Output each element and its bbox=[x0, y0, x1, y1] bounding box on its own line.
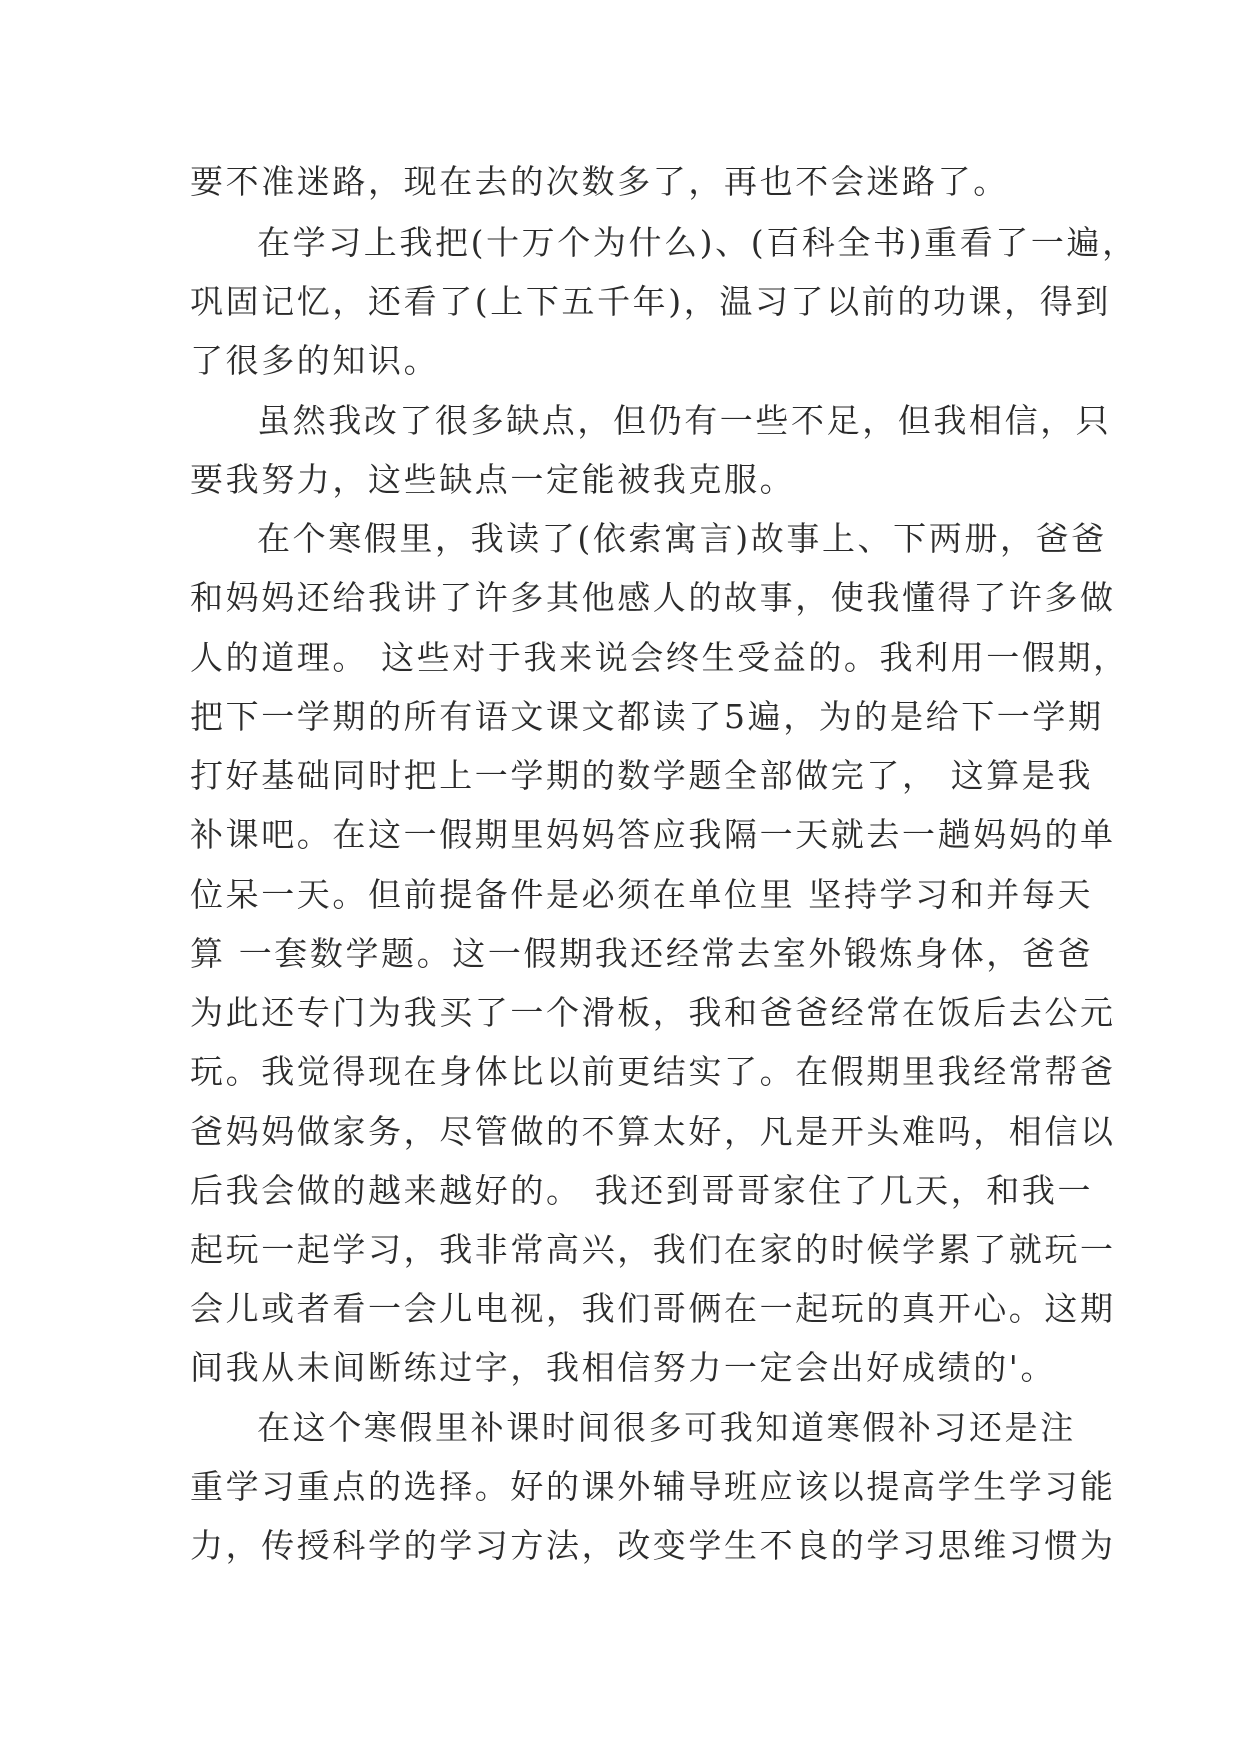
text-line: 巩固记忆，还看了(上下五千年)，温习了以前的功课，得到 bbox=[190, 282, 1111, 321]
text-line: 在这个寒假里补课时间很多可我知道寒假补习还是注 bbox=[257, 1408, 1076, 1447]
text-line: 算 一套数学题。这一假期我还经常去室外锻炼身体，爸爸 bbox=[190, 934, 1094, 973]
text-line: 补课吧。在这一假期里妈妈答应我隔一天就去一趟妈妈的单 bbox=[190, 815, 1116, 854]
text-line: 要我努力，这些缺点一定能被我克服。 bbox=[190, 460, 796, 499]
text-line: 在个寒假里，我读了(依索寓言)故事上、下两册，爸爸 bbox=[257, 519, 1107, 558]
text-line: 虽然我改了很多缺点，但仍有一些不足，但我相信，只 bbox=[257, 401, 1112, 440]
text-line: 为此还专门为我买了一个滑板，我和爸爸经常在饭后去公元 bbox=[190, 993, 1116, 1032]
text-line: 重学习重点的选择。好的课外辅导班应该以提高学生学习能 bbox=[190, 1467, 1116, 1506]
text-line: 间我从未间断练过字，我相信努力一定会出好成绩的'。 bbox=[190, 1348, 1057, 1387]
text-line: 力，传授科学的学习方法，改变学生不良的学习思维习惯为 bbox=[190, 1526, 1116, 1565]
text-line: 要不准迷路，现在去的次数多了，再也不会迷路了。 bbox=[190, 162, 1009, 201]
text-line: 玩。我觉得现在身体比以前更结实了。在假期里我经常帮爸 bbox=[190, 1052, 1116, 1091]
text-line: 把下一学期的所有语文课文都读了5遍，为的是给下一学期 bbox=[190, 697, 1104, 736]
text-line: 后我会做的越来越好的。 我还到哥哥家住了几天，和我一 bbox=[190, 1171, 1094, 1210]
text-line: 了很多的知识。 bbox=[190, 341, 440, 380]
text-line: 位呆一天。但前提备件是必须在单位里 坚持学习和并每天 bbox=[190, 875, 1094, 914]
text-line: 爸妈妈做家务，尽管做的不算太好，凡是开头难吗，相信以 bbox=[190, 1112, 1116, 1151]
text-line: 和妈妈还给我讲了许多其他感人的故事，使我懂得了许多做 bbox=[190, 578, 1116, 617]
text-line: 起玩一起学习，我非常高兴，我们在家的时候学累了就玩一 bbox=[190, 1230, 1116, 1269]
text-line: 会儿或者看一会儿电视，我们哥俩在一起玩的真开心。这期 bbox=[190, 1289, 1116, 1328]
text-line: 人的道理。 这些对于我来说会终生受益的。我利用一假期， bbox=[190, 638, 1129, 677]
text-line: 在学习上我把(十万个为什么)、(百科全书)重看了一遍， bbox=[257, 223, 1138, 262]
text-line: 打好基础同时把上一学期的数学题全部做完了， 这算是我 bbox=[190, 756, 1094, 795]
